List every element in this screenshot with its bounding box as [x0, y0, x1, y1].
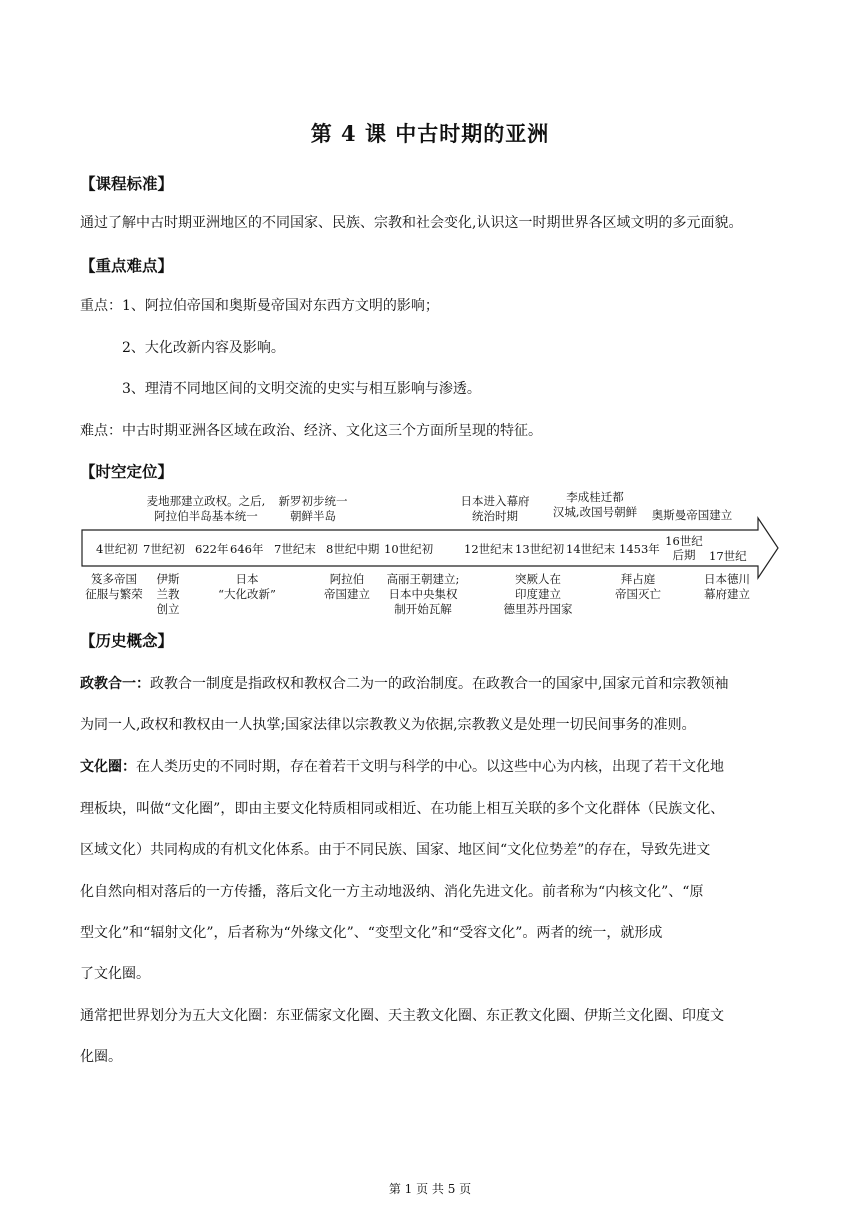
concept-line: 型文化”和“辐射文化”，后者称为“外缘文化”、“变型文化”和“受容文化”。两者的统一，就形成 — [80, 925, 663, 941]
timeline-bottom-event: 日本 “大化改新” — [218, 572, 276, 601]
concept-line: 了文化圈。 — [80, 966, 150, 982]
section-heading-timeline: 【时空定位】 — [80, 462, 174, 481]
timeline-bottom-event: 伊斯 兰教 创立 — [156, 572, 180, 616]
closing-line: 通常把世界划分为五大文化圈：东亚儒家文化圈、天主教文化圈、东正教文化圈、伊斯兰文化圈、印度文 — [80, 1008, 724, 1024]
standard-text: 通过了解中古时期亚洲地区的不同国家、民族、宗教和社会变化,认识这一时期世界各区域文明的多元面貌。 — [80, 215, 743, 231]
timeline-date: 622年 — [195, 542, 229, 556]
timeline-top-event: 日本进入幕府 统治时期 — [460, 494, 530, 523]
timeline-top-event: 新罗初步统一 朝鲜半岛 — [278, 494, 348, 523]
timeline-date: 7世纪初 — [143, 542, 185, 556]
timeline-bottom-event: 拜占庭 帝国灭亡 — [615, 572, 661, 601]
key-point-line: 重点：1、阿拉伯帝国和奥斯曼帝国对东西方文明的影响； — [80, 298, 439, 314]
timeline-bottom-event: 日本德川 幕府建立 — [704, 572, 750, 601]
difficulty-line: 难点：中古时期亚洲各区域在政治、经济、文化这三个方面所呈现的特征。 — [80, 423, 542, 439]
timeline-date: 1453年 — [619, 542, 660, 556]
section-heading-standard: 【课程标准】 — [80, 174, 174, 193]
timeline-bottom-event: 突厥人在 印度建立 德里苏丹国家 — [503, 572, 573, 616]
concept-line: 理板块，叫做“文化圈”，即由主要文化特质相同或相近、在功能上相互关联的多个文化群体（民族文化、 — [80, 801, 725, 817]
timeline-date: 16世纪 后期 — [665, 534, 703, 562]
concept-line — [80, 756, 782, 776]
timeline-top-event: 奥斯曼帝国建立 — [651, 508, 733, 522]
timeline-date: 14世纪末 — [566, 542, 616, 556]
key-point-line: 3、理清不同地区间的文明交流的史实与相互影响与渗透。 — [122, 381, 481, 397]
concept-line: 化自然向相对落后的一方传播，落后文化一方主动地汲纳、消化先进文化。前者称为“内核文化”、“原 — [80, 884, 704, 900]
timeline — [80, 490, 780, 615]
timeline-date: 646年 — [230, 542, 264, 556]
section-heading-key-points: 【重点难点】 — [80, 256, 174, 275]
timeline-date: 4世纪初 — [96, 542, 138, 556]
timeline-bottom-event: 笈多帝国 征服与繁荣 — [85, 572, 143, 601]
timeline-date: 17世纪 — [709, 549, 747, 563]
timeline-date: 8世纪中期 — [326, 542, 380, 556]
timeline-bottom-event: 阿拉伯 帝国建立 — [324, 572, 370, 601]
timeline-top-event: 李成桂迁都 汉城,改国号朝鲜 — [552, 490, 638, 519]
concept-term: 政教合一： — [80, 676, 150, 692]
timeline-date: 12世纪末 — [464, 542, 514, 556]
page-footer: 第 1 页 共 5 页 — [388, 1182, 472, 1196]
timeline-date: 10世纪初 — [384, 542, 434, 556]
concept-text: 政教合一制度是指政权和教权合二为一的政治制度。在政教合一的国家中,国家元首和宗教领袖 — [150, 676, 729, 692]
concept-term: 文化圈： — [80, 759, 136, 775]
concept-line — [80, 673, 782, 693]
timeline-date: 7世纪末 — [274, 542, 316, 556]
concept-line: 区域文化）共同构成的有机文化体系。由于不同民族、国家、地区间“文化位势差”的存在，导致先进文 — [80, 842, 711, 858]
key-point-line: 2、大化改新内容及影响。 — [122, 340, 285, 356]
closing-line: 化圈。 — [80, 1049, 122, 1065]
section-heading-concepts: 【历史概念】 — [80, 631, 174, 650]
timeline-date: 13世纪初 — [515, 542, 565, 556]
page-title: 第 4 课 中古时期的亚洲 — [310, 121, 550, 146]
concept-text: 在人类历史的不同时期，存在着若干文明与科学的中心。以这些中心为内核，出现了若干文化地 — [136, 759, 724, 775]
concept-line: 为同一人,政权和教权由一人执掌;国家法律以宗教教义为依据,宗教教义是处理一切民间事务的准则。 — [80, 717, 696, 733]
timeline-top-event: 麦地那建立政权。之后, 阿拉伯半岛基本统一 — [146, 494, 266, 523]
timeline-bottom-event: 高丽王朝建立; 日本中央集权 制开始瓦解 — [386, 572, 460, 616]
